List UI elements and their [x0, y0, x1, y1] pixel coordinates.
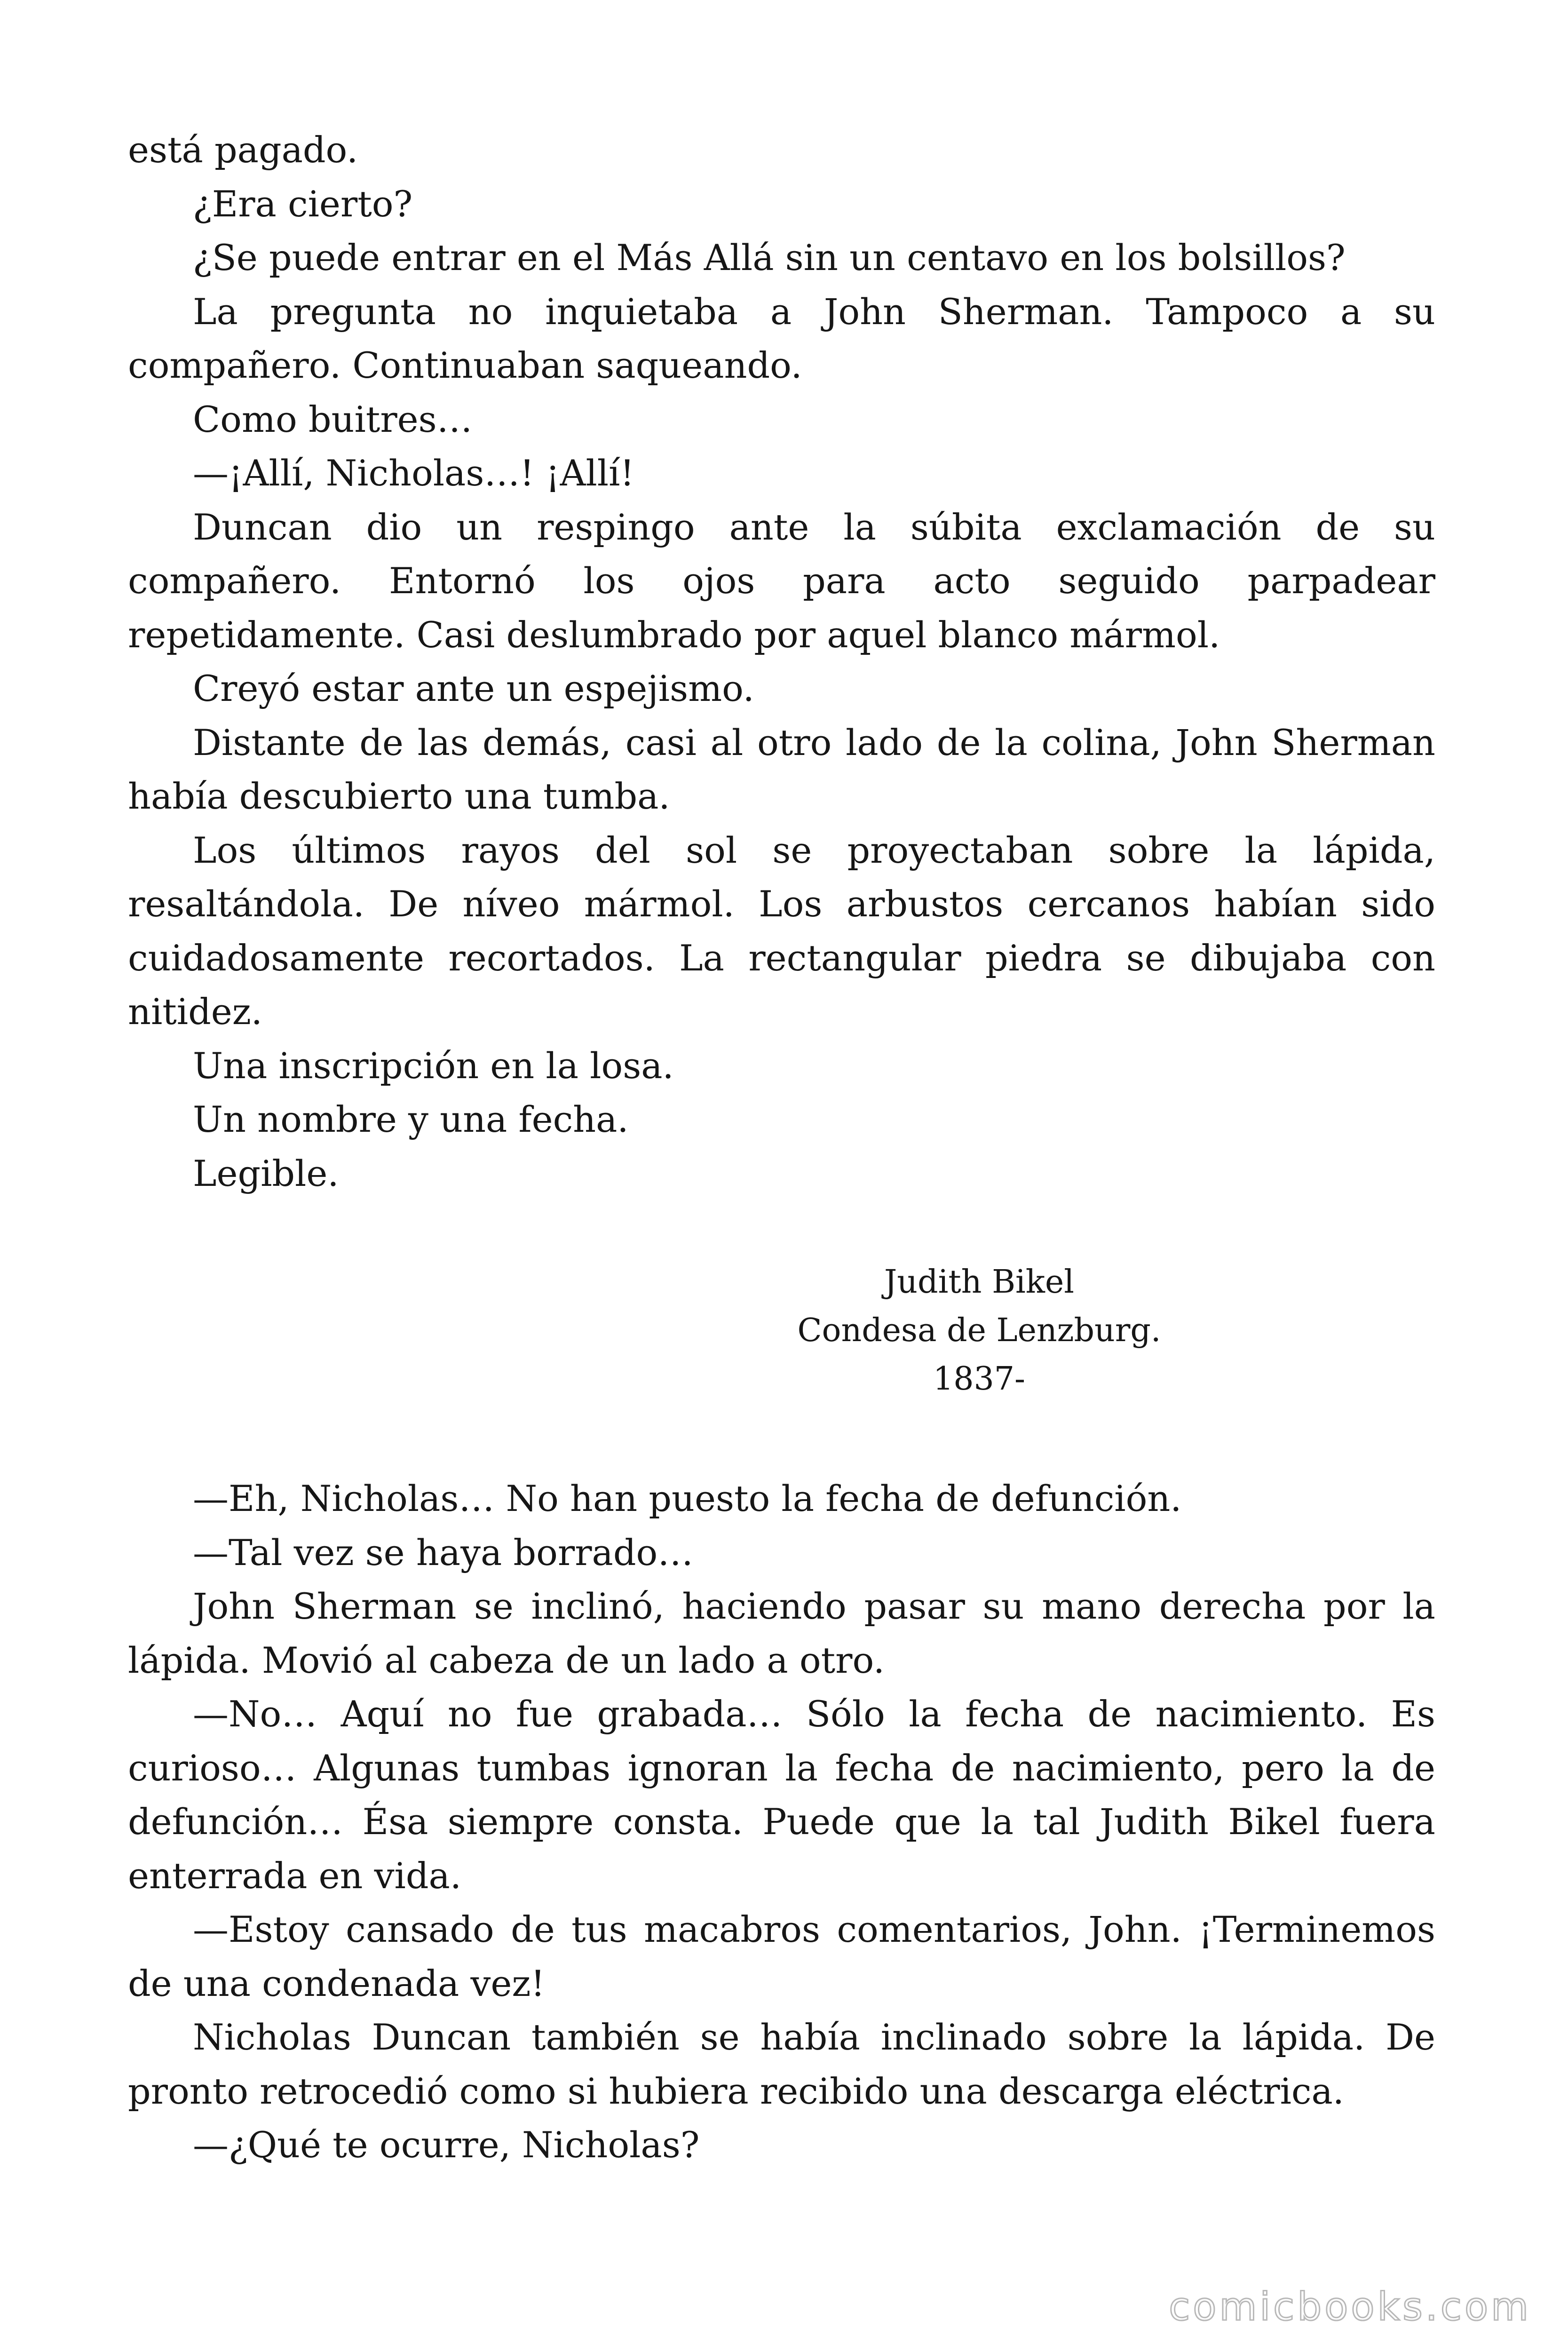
paragraph: La pregunta no inquietaba a John Sherman. Tampoco a su compañero. Continuaban saqueando. [128, 290, 1435, 386]
paragraph: ¿Se puede entrar en el Más Allá sin un centavo en los bolsillos? [193, 237, 1346, 278]
dialogue-line: —¡Allí, Nicholas…! ¡Allí! [193, 452, 634, 494]
paragraph: Legible. [193, 1152, 339, 1194]
paragraph: está pagado. [128, 129, 358, 171]
paragraph: Como buitres… [193, 398, 473, 440]
body-text-before [128, 123, 1435, 1200]
paragraph: ¿Era cierto? [193, 183, 413, 225]
inscription-name: Judith Bikel [884, 1263, 1074, 1301]
paragraph: John Sherman se inclinó, haciendo pasar su mano derecha por la lápida. Movió al cabeza de un lado a otro. [128, 1585, 1435, 1681]
paragraph: Creyó estar ante un espejismo. [193, 667, 754, 709]
book-page [128, 123, 1435, 2172]
paragraph: Duncan dio un respingo ante la súbita exclamación de su compañero. Entornó los ojos para acto seguido parpadear repetidamente. Casi deslumbrado por aquel blanco mármol. [128, 506, 1435, 656]
paragraph: Los últimos rayos del sol se proyectaban sobre la lápida, resaltándola. De níveo mármol. Los arbustos cercanos habían sido cuidadosamente recortados. La rectangular piedra se dibujaba con nitidez. [128, 829, 1435, 1033]
inscription-title: Condesa de Lenzburg. [797, 1312, 1161, 1349]
paragraph: Una inscripción en la losa. [193, 1044, 674, 1087]
dialogue-line: —Estoy cansado de tus macabros comentarios, John. ¡Terminemos de una condenada vez! [128, 1908, 1435, 2004]
inscription-date: 1837- [933, 1360, 1026, 1398]
tombstone-inscription [128, 1258, 1435, 1403]
dialogue-line: —Eh, Nicholas… No han puesto la fecha de defunción. [193, 1478, 1182, 1519]
dialogue-line: —Tal vez se haya borrado… [193, 1531, 694, 1573]
paragraph: Distante de las demás, casi al otro lado de la colina, John Sherman había descubierto una tumba. [128, 721, 1435, 817]
body-text-after [128, 1472, 1435, 2172]
dialogue-line: —No… Aquí no fue grabada… Sólo la fecha de nacimiento. Es curioso… Algunas tumbas ignoran la fecha de nacimiento, pero la de defunción… Ésa siempre consta. Puede que la tal Judith Bikel fuera enterrada en vida. [128, 1693, 1435, 1897]
dialogue-line: —¿Qué te ocurre, Nicholas? [193, 2124, 700, 2166]
paragraph: Nicholas Duncan también se había inclinado sobre la lápida. De pronto retrocedió como si hubiera recibido una descarga eléctrica. [128, 2016, 1435, 2112]
paragraph: Un nombre y una fecha. [193, 1098, 629, 1140]
watermark: comicbooks.com [1169, 2285, 1531, 2329]
